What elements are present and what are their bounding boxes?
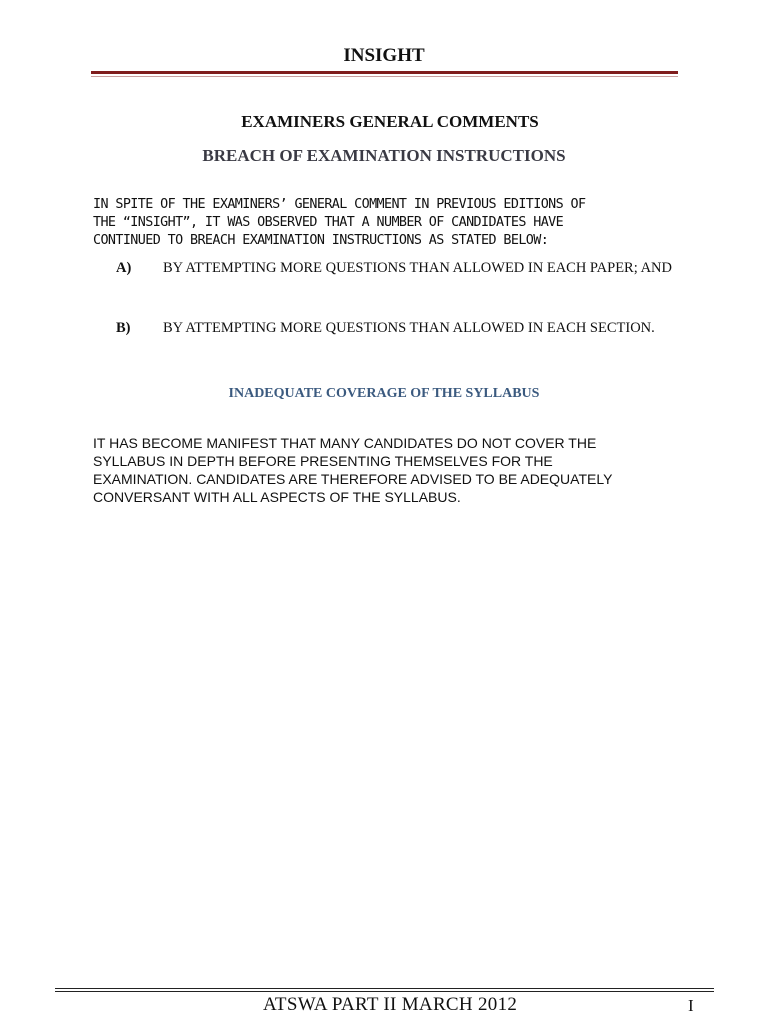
intro-line: IN SPITE OF THE EXAMINERS’ GENERAL COMMENT IN PREVIOUS EDITIONS OF bbox=[93, 197, 586, 212]
page-header-title: INSIGHT bbox=[343, 45, 425, 66]
main-heading: EXAMINERS GENERAL COMMENTS bbox=[241, 112, 539, 131]
section-paragraph bbox=[93, 434, 693, 506]
header-rule-thin bbox=[91, 76, 678, 77]
page-number: I bbox=[688, 996, 694, 1015]
list-text-a: BY ATTEMPTING MORE QUESTIONS THAN ALLOWED IN EACH PAPER; AND bbox=[163, 260, 672, 276]
intro-paragraph bbox=[93, 196, 693, 250]
list-item-a bbox=[116, 259, 676, 277]
list-marker-a: A) bbox=[116, 260, 132, 276]
section-line: SYLLABUS IN DEPTH BEFORE PRESENTING THEMSELVES FOR THE bbox=[93, 453, 553, 469]
section-line: CONVERSANT WITH ALL ASPECTS OF THE SYLLABUS. bbox=[93, 489, 461, 505]
section-line: EXAMINATION. CANDIDATES ARE THEREFORE ADVISED TO BE ADEQUATELY bbox=[93, 471, 613, 487]
sub-heading: BREACH OF EXAMINATION INSTRUCTIONS bbox=[202, 146, 566, 165]
section-line: IT HAS BECOME MANIFEST THAT MANY CANDIDATES DO NOT COVER THE bbox=[93, 435, 597, 451]
footer-text: ATSWA PART II MARCH 2012 bbox=[263, 994, 518, 1015]
list-marker-b: B) bbox=[116, 320, 131, 336]
footer-rule bbox=[55, 988, 714, 989]
list-text-b: BY ATTEMPTING MORE QUESTIONS THAN ALLOWED IN EACH SECTION. bbox=[163, 320, 655, 336]
footer-rule bbox=[55, 991, 714, 992]
header-rule bbox=[91, 71, 678, 74]
intro-line: THE “INSIGHT”, IT WAS OBSERVED THAT A NUMBER OF CANDIDATES HAVE bbox=[93, 215, 564, 230]
list-item-b bbox=[116, 319, 676, 337]
intro-line: CONTINUED TO BREACH EXAMINATION INSTRUCTIONS AS STATED BELOW: bbox=[93, 233, 549, 248]
section-heading: INADEQUATE COVERAGE OF THE SYLLABUS bbox=[228, 386, 540, 401]
